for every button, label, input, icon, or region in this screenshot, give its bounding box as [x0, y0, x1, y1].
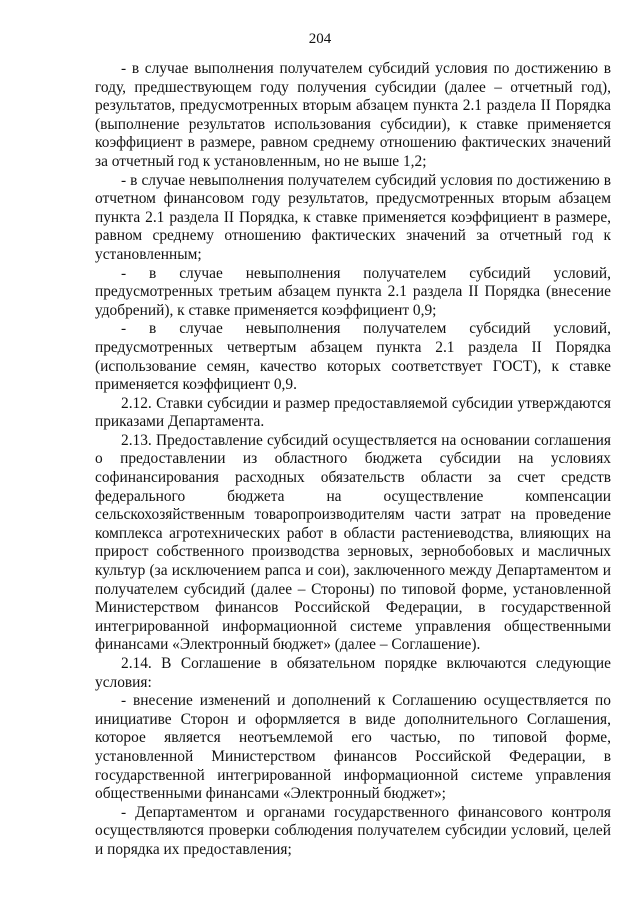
- paragraph-seed-condition: - в случае невыполнения получателем субсидий условий, предусмотренных четвертым абзацем пункта 2.1 раздела II Порядка (использование семян, качество которых соответствует ГОСТ), к ставке применяется коэффициент 0,9.: [95, 320, 611, 394]
- paragraph-2-12: 2.12. Ставки субсидии и размер предоставляемой субсидии утверждаются приказами Департамента.: [95, 394, 611, 431]
- document-body: [95, 60, 611, 860]
- paragraph-2-13: 2.13. Предоставление субсидий осуществляется на основании соглашения о предоставлении из областного бюджета субсидии на условиях софинансирования расходных обязательств области за счет средств федерального бюджета на осуществление компенсации сельскохозяйственным товаропроизводителям части затрат на проведение комплекса агротехнических работ в области растениеводства, влияющих на прирост собственного производства зерновых, зернобобовых и масличных культур (за исключением рапса и сои), заключенного между Департаментом и получателем субсидий (далее – Стороны) по типовой форме, установленной Министерством финансов Российской Федерации, в государственной интегрированной информационной системе управления общественными финансами «Электронный бюджет» (далее – Соглашение).: [95, 431, 611, 654]
- paragraph-fertilizer-condition: - в случае невыполнения получателем субсидий условий, предусмотренных третьим абзацем пункта 2.1 раздела II Порядка (внесение удобрений), к ставке применяется коэффициент 0,9;: [95, 264, 611, 319]
- paragraph-financial-control: - Департаментом и органами государственного финансового контроля осуществляются проверки соблюдения получателем субсидии условий, целей и порядка их предоставления;: [95, 803, 611, 858]
- page-number: 204: [308, 31, 332, 47]
- paragraph-2-14: 2.14. В Соглашение в обязательном порядке включаются следующие условия:: [95, 655, 611, 691]
- paragraph-coefficient-fulfilled: - в случае выполнения получателем субсидий условия по достижению в году, предшествующем году получения субсидии (далее – отчетный год), результатов, предусмотренных вторым абзацем пункта 2.1 раздела II Порядка (выполнение результатов использования субсидии), к ставке применяется коэффициент в размере, равном среднему отношению фактических значений за отчетный год к установленным, но не выше 1,2;: [95, 60, 611, 170]
- paragraph-coefficient-not-fulfilled: - в случае невыполнения получателем субсидий условия по достижению в отчетном финансовом году результатов, предусмотренных вторым абзацем пункта 2.1 раздела II Порядка, к ставке применяется коэффициент в размере, равном среднему отношению фактических значений за отчетный год к установленным;: [95, 171, 611, 263]
- paragraph-agreement-amendments: - внесение изменений и дополнений к Соглашению осуществляется по инициативе Сторон и оформляется в виде дополнительного Соглашения, которое является неотъемлемой его частью, по типовой форме, установленной Министерством финансов Российской Федерации, в государственной интегрированной информационной системе управления общественными финансами «Электронный бюджет»;: [95, 692, 611, 803]
